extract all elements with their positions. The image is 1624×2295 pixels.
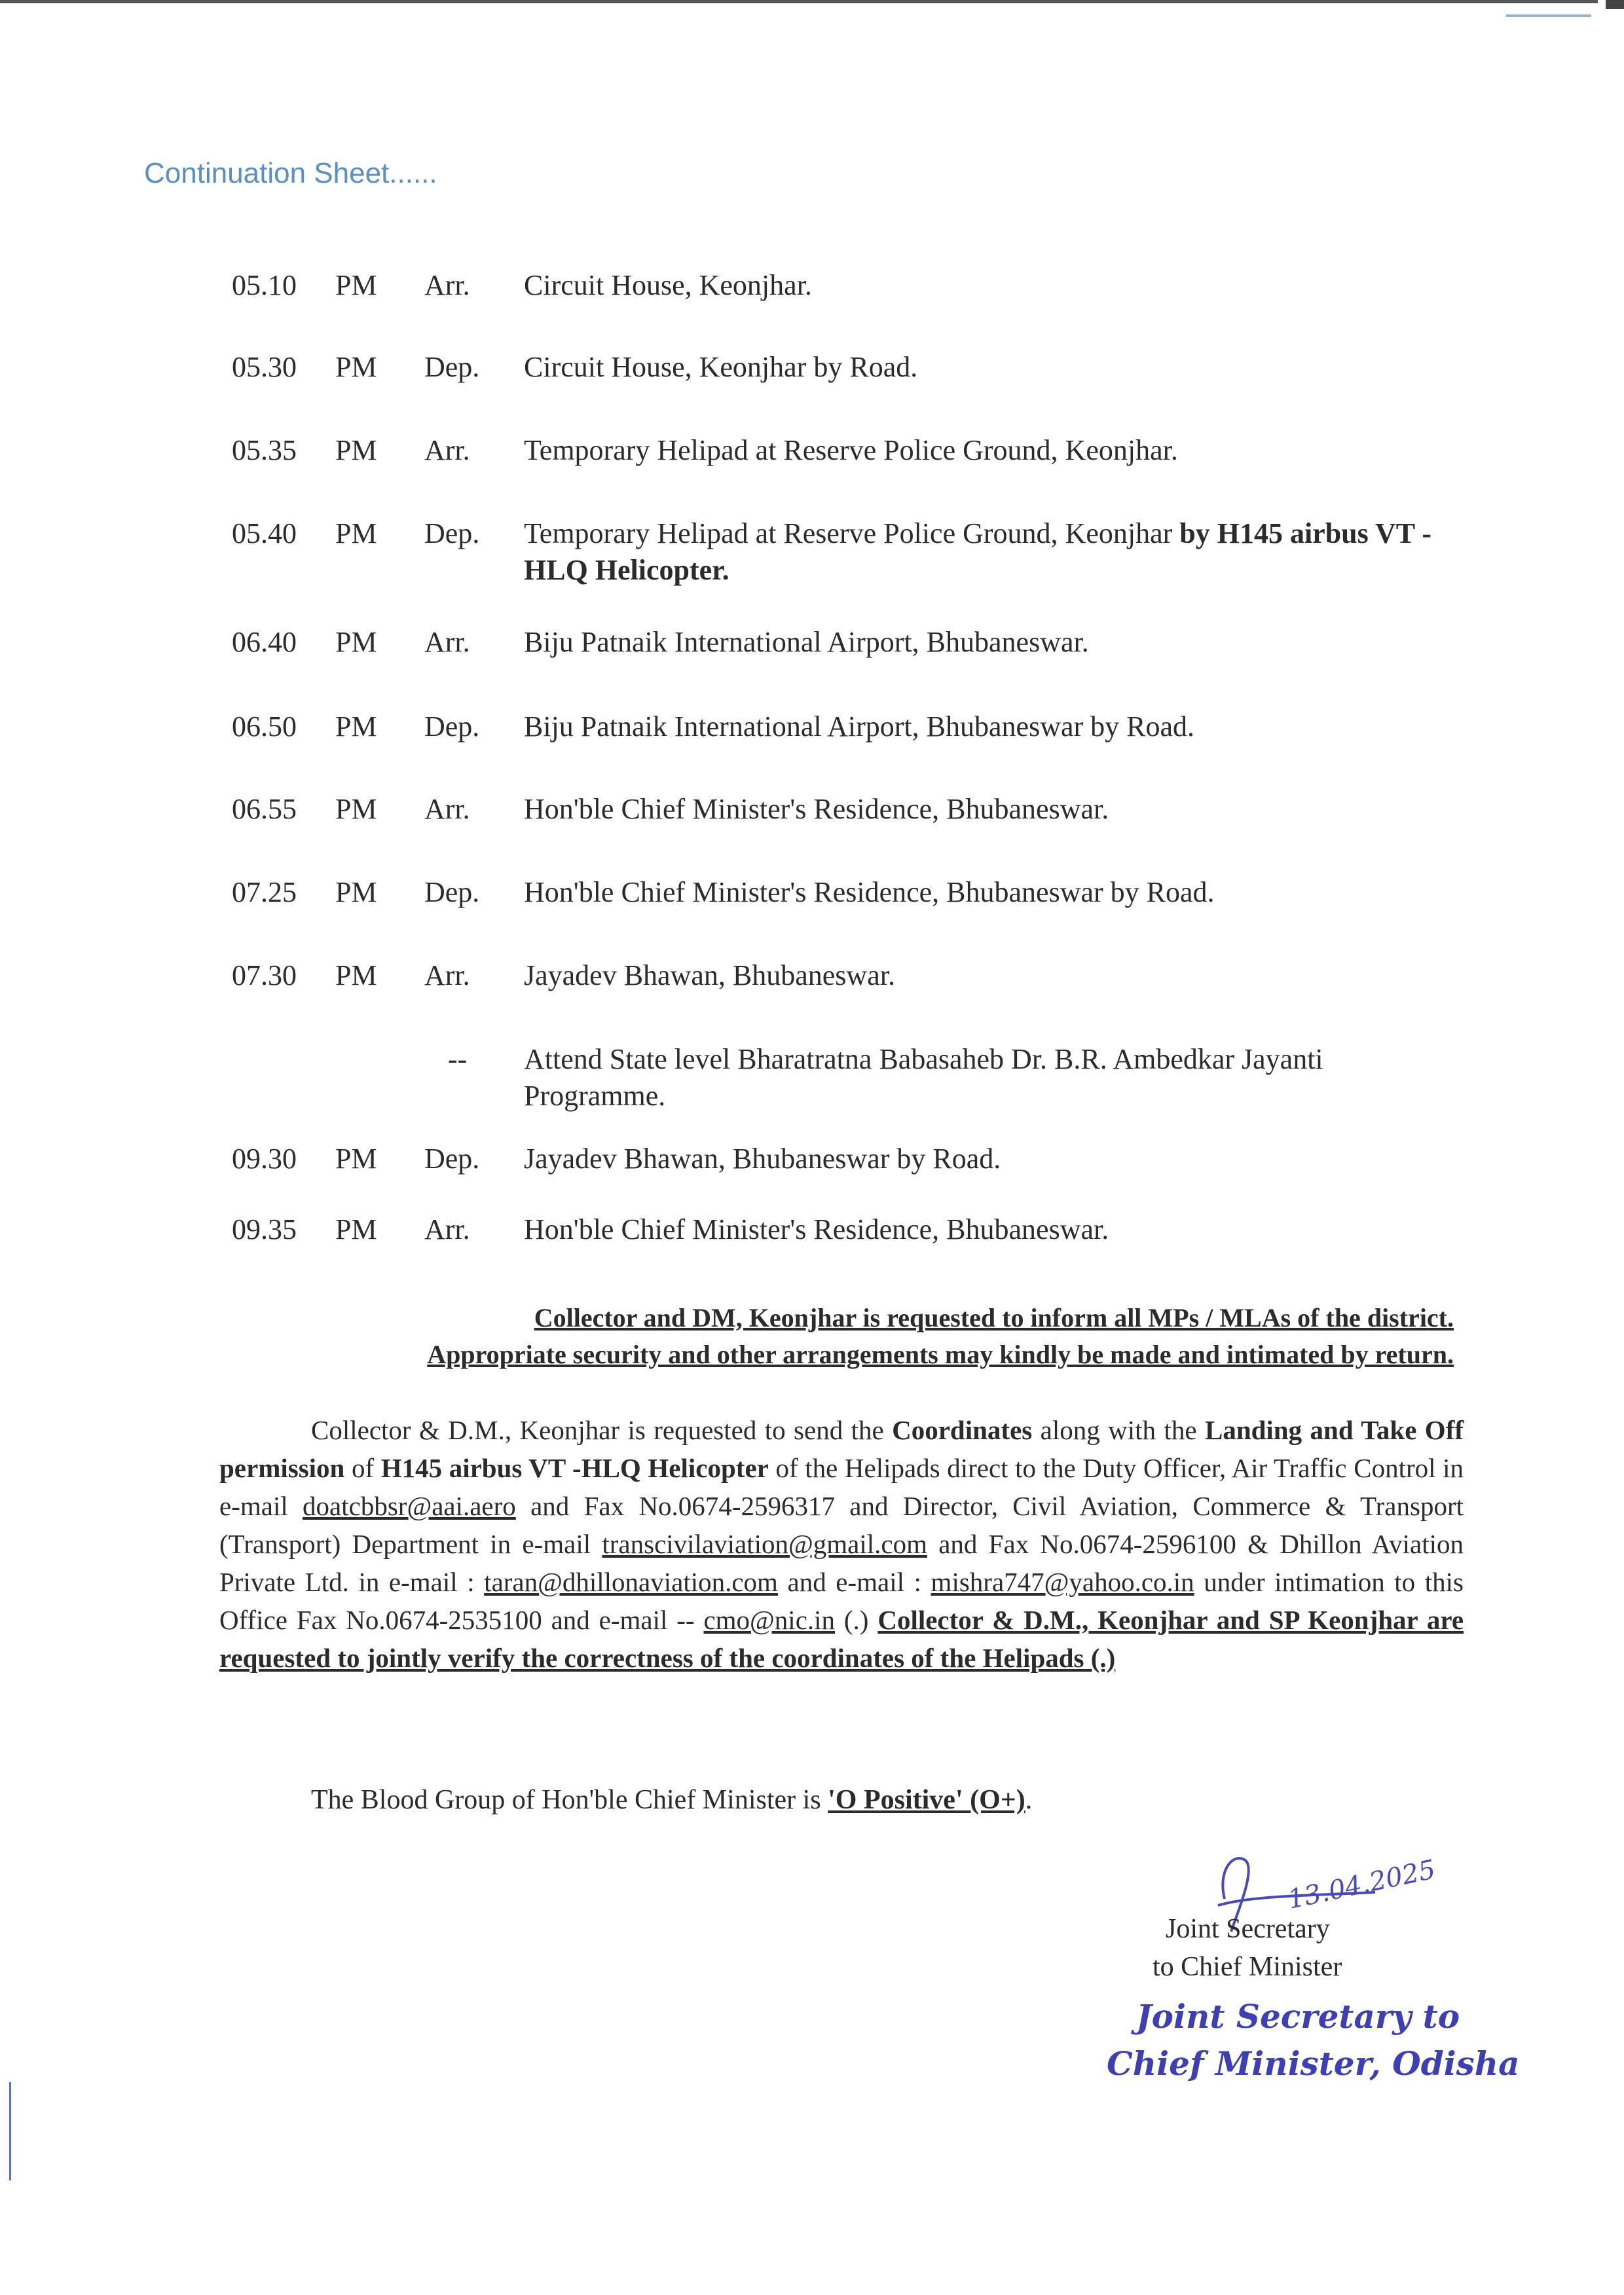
schedule-ampm: PM xyxy=(335,959,377,991)
schedule-ampm: PM xyxy=(335,434,377,466)
schedule-ampm: PM xyxy=(335,710,377,743)
schedule-ampm: PM xyxy=(335,1213,377,1245)
schedule-place: Circuit House, Keonjhar. xyxy=(524,269,812,301)
schedule-place: Hon'ble Chief Minister's Residence, Bhubaneswar by Road. xyxy=(524,876,1215,908)
schedule-place: Attend State level Bharatratna Babasaheb Dr. B.R. Ambedkar Jayanti Programme. xyxy=(524,1043,1323,1112)
schedule-type: Arr. xyxy=(424,1213,470,1245)
schedule-time: 05.30 xyxy=(232,351,297,383)
email-link-civil-aviation[interactable]: transcivilaviation@gmail.com xyxy=(602,1529,927,1559)
schedule-time: 06.50 xyxy=(232,710,297,743)
schedule-time: 07.30 xyxy=(232,959,297,991)
schedule-place-bold: by H145 airbus VT -HLQ Helicopter. xyxy=(524,517,1431,586)
schedule-time: 07.25 xyxy=(232,876,297,908)
top-blue-mark xyxy=(1506,14,1591,17)
left-edge-mark xyxy=(9,2082,11,2180)
para-text: Collector & D.M., Keonjhar is requested to send the xyxy=(311,1415,893,1445)
email-link-dhillon[interactable]: taran@dhillonaviation.com xyxy=(484,1567,778,1597)
schedule-time: 06.55 xyxy=(232,793,297,825)
schedule-place: Biju Patnaik International Airport, Bhubaneswar. xyxy=(524,626,1089,658)
schedule-ampm: PM xyxy=(335,793,377,825)
schedule-time: 09.35 xyxy=(232,1213,297,1245)
para-text: and e-mail : xyxy=(777,1567,931,1597)
schedule-type: Dep. xyxy=(424,1143,480,1175)
schedule-type: Arr. xyxy=(424,269,470,301)
schedule-ampm: PM xyxy=(335,1143,377,1175)
para-text: of the Helipads direct to the Duty Officer, Air Traffic Control in e-mail xyxy=(219,1453,1464,1521)
para-text: (.) xyxy=(835,1605,878,1635)
blood-group-value: 'O Positive' (O+) xyxy=(828,1785,1025,1815)
schedule-type: Arr. xyxy=(424,793,470,825)
continuation-sheet-label: Continuation Sheet...... xyxy=(144,157,437,189)
schedule-type: Arr. xyxy=(424,434,470,466)
official-stamp-line1: Joint Secretary to xyxy=(1136,1997,1460,2036)
schedule-place-text: Temporary Helipad at Reserve Police Ground, Keonjhar xyxy=(524,517,1173,549)
signatory-title-line2: to Chief Minister xyxy=(1153,1952,1342,1982)
schedule-place: Hon'ble Chief Minister's Residence, Bhubaneswar. xyxy=(524,793,1109,825)
para-bold: Coordinates xyxy=(892,1415,1033,1445)
schedule-place: Circuit House, Keonjhar by Road. xyxy=(524,351,918,383)
schedule-type: Dep. xyxy=(424,517,480,549)
schedule-type: Arr. xyxy=(424,626,470,658)
schedule-ampm: PM xyxy=(335,269,377,301)
schedule-ampm: PM xyxy=(335,351,377,383)
top-edge-line xyxy=(0,0,1598,3)
notice-line-2: Appropriate security and other arrangements may kindly be made and intimated by return. xyxy=(427,1340,1454,1369)
para-text: under intimation to this Office Fax No.0674-2535100 and e-mail -- xyxy=(219,1567,1464,1635)
email-link-cmo[interactable]: cmo@nic.in xyxy=(703,1605,836,1635)
schedule-ampm: PM xyxy=(335,626,377,658)
para-text: of xyxy=(344,1453,381,1483)
schedule-place: Temporary Helipad at Reserve Police Ground, Keonjhar. xyxy=(524,434,1178,466)
blood-group-text: The Blood Group of Hon'ble Chief Minister is xyxy=(311,1785,828,1815)
schedule-place: Biju Patnaik International Airport, Bhubaneswar by Road. xyxy=(524,710,1195,743)
top-corner-mark xyxy=(1606,0,1624,9)
para-text: and Fax No.0674-2596100 & Dhillon Aviation Private Ltd. in e-mail : xyxy=(219,1529,1464,1597)
schedule-time: 05.40 xyxy=(232,517,297,549)
para-text: and Fax No.0674-2596317 and Director, Civil Aviation, Commerce & Transport (Transport) Department in e-mail xyxy=(219,1491,1464,1559)
email-link-mishra[interactable]: mishra747@yahoo.co.in xyxy=(931,1567,1194,1597)
schedule-place: Hon'ble Chief Minister's Residence, Bhubaneswar. xyxy=(524,1213,1109,1245)
schedule-type: Arr. xyxy=(424,959,470,991)
schedule-time: 05.35 xyxy=(232,434,297,466)
signature-date: 13.04.2025 xyxy=(1285,1854,1439,1915)
schedule-time: 05.10 xyxy=(232,269,297,301)
blood-group-line xyxy=(311,1781,1032,1819)
schedule-ampm: PM xyxy=(335,517,377,549)
schedule-type: Dep. xyxy=(424,710,480,743)
signatory-title-line1: Joint Secretary xyxy=(1166,1914,1330,1944)
schedule-type: Dep. xyxy=(424,351,480,383)
para-bold: H145 airbus VT -HLQ Helicopter xyxy=(380,1453,769,1483)
para-bold-underlined: Collector & D.M., Keonjhar and SP Keonjhar are requested to jointly verify the correctness of the coordinates of the Helipads (.) xyxy=(219,1605,1464,1673)
schedule-type: Dep. xyxy=(424,876,480,908)
coordinates-paragraph xyxy=(219,1411,1464,1677)
email-link-atc[interactable]: doatcbbsr@aai.aero xyxy=(303,1491,516,1521)
para-text: along with the xyxy=(1032,1415,1205,1445)
para-bold: Landing and Take Off permission xyxy=(219,1415,1464,1483)
schedule-type: -- xyxy=(448,1043,468,1075)
schedule-place: Jayadev Bhawan, Bhubaneswar by Road. xyxy=(524,1143,1001,1175)
schedule-ampm: PM xyxy=(335,876,377,908)
schedule-time: 06.40 xyxy=(232,626,297,658)
schedule-place xyxy=(524,515,1460,589)
notice-line-1: Collector and DM, Keonjhar is requested to inform all MPs / MLAs of the district. xyxy=(534,1303,1454,1332)
schedule-time: 09.30 xyxy=(232,1143,297,1175)
official-stamp-line2: Chief Minister, Odisha xyxy=(1107,2044,1520,2083)
collector-notice xyxy=(223,1300,1454,1373)
schedule-place: Jayadev Bhawan, Bhubaneswar. xyxy=(524,959,895,991)
blood-group-end: . xyxy=(1025,1785,1033,1815)
